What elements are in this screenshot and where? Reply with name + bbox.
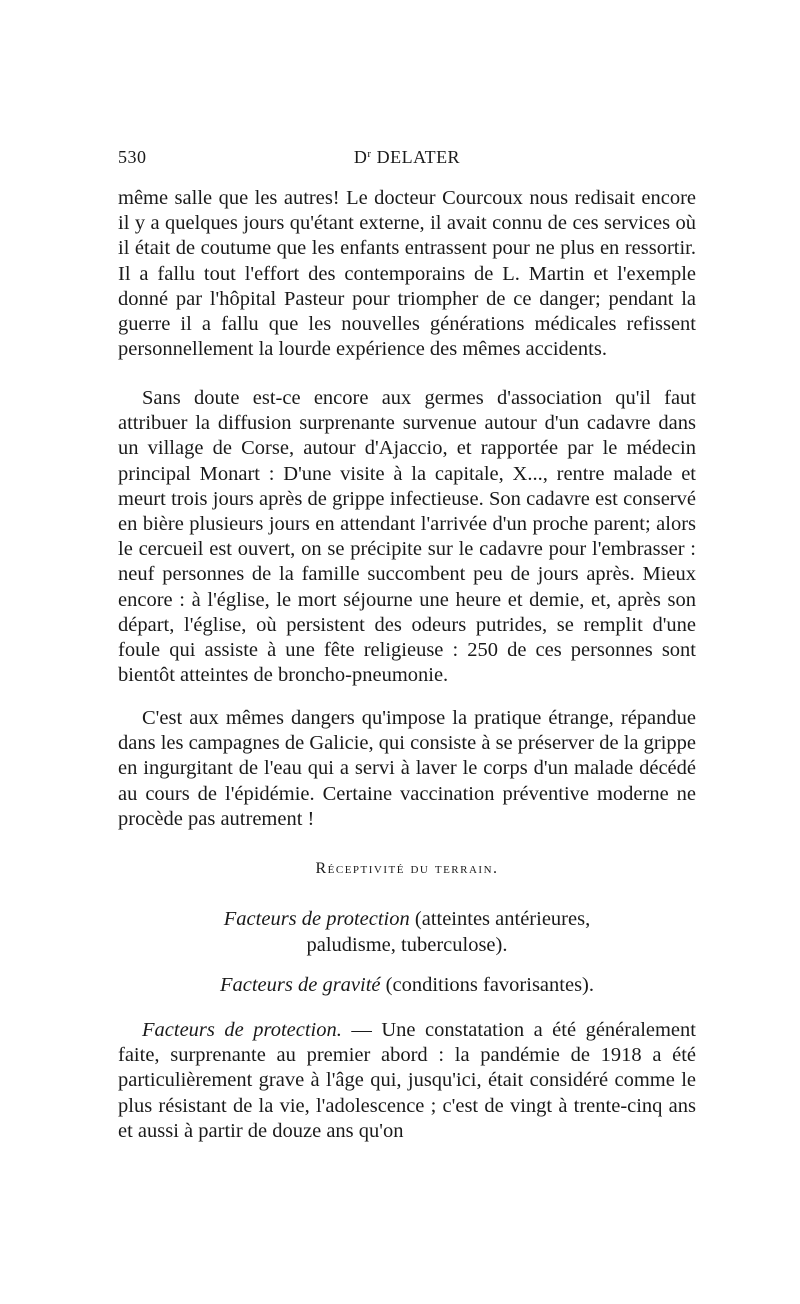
gravity-line bbox=[118, 972, 696, 998]
author-name: DELATER bbox=[371, 147, 461, 167]
protection-detail-2: paludisme, tuberculose). bbox=[306, 934, 508, 956]
final-body: — Une constatation a été généralement faite, surprenante au premier abord : la pandémie de 1918 a été particulièrement grave à l'âge qui, jusqu'ici, était considéré comme le plus résistant de la vie, l'adolescence ; c'est de vingt à trente-cinq ans et aussi à partir de douze ans qu'on bbox=[118, 1019, 696, 1142]
page-header bbox=[118, 147, 696, 171]
paragraph-1-text: même salle que les autres! Le docteur Courcoux nous redisait encore il y a quelques jours qu'étant externe, il avait connu de ces services où il était de coutume que les enfants entrassent pour ne plus en ressortir. Il a fallu tout l'effort des contemporains de L. Martin et l'exemple donné par l'hôpital Pasteur pour triompher de ce danger; pendant la guerre il a fallu que les nouvelles générations médicales refissent personnellement la lourde expérience des mêmes accidents. bbox=[118, 187, 696, 361]
paragraph-2 bbox=[118, 386, 696, 688]
protection-line-2 bbox=[118, 932, 696, 958]
final-paragraph-text bbox=[118, 1018, 696, 1144]
paragraph-1 bbox=[118, 186, 696, 362]
gravity-detail: (conditions favorisantes). bbox=[380, 974, 595, 996]
protection-label: Facteurs de protection bbox=[223, 908, 410, 930]
final-lead: Facteurs de protection. bbox=[142, 1019, 342, 1041]
protection-line bbox=[118, 906, 696, 932]
protection-detail: (atteintes antérieures, bbox=[409, 908, 591, 930]
paragraph-3 bbox=[118, 706, 696, 832]
paragraph-3-text: C'est aux mêmes dangers qu'impose la pratique étrange, répandue dans les campagnes de Galicie, qui consiste à se préserver de la grippe en ingurgitant de l'eau qui a servi à laver le corps d'un malade décédé au cours de l'épidémie. Certaine vaccination préventive moderne ne procède pas autrement ! bbox=[118, 707, 696, 830]
final-paragraph bbox=[118, 1018, 696, 1144]
author-prefix: D bbox=[353, 147, 368, 167]
paragraph-2-text: Sans doute est-ce encore aux germes d'association qu'il faut attribuer la diffusion surprenante survenue autour d'un cadavre dans un village de Corse, autour d'Ajaccio, et rapportée par le médecin principal Monart : D'une visite à la capitale, X..., rentre malade et meurt trois jours après de grippe infectieuse. Son cadavre est conservé en bière plusieurs jours en attendant l'arrivée d'un proche parent; alors le cercueil est ouvert, on se précipite sur le cadavre pour l'embrasser : neuf personnes de la famille succombent peu de jours après. Mieux encore : à l'église, le mort séjourne une heure et demie, et, après son départ, l'église, où persistent des odeurs putrides, se remplit d'une foule qui assiste à une fête religieuse : 250 de ces personnes sont bientôt atteintes de broncho-pneumonie. bbox=[118, 387, 696, 687]
author-sup: r bbox=[367, 148, 372, 160]
section-title: Réceptivité du terrain. bbox=[315, 860, 499, 877]
running-head bbox=[118, 147, 696, 168]
page-number: 530 bbox=[118, 147, 147, 167]
gravity-label: Facteurs de gravité bbox=[219, 974, 381, 996]
